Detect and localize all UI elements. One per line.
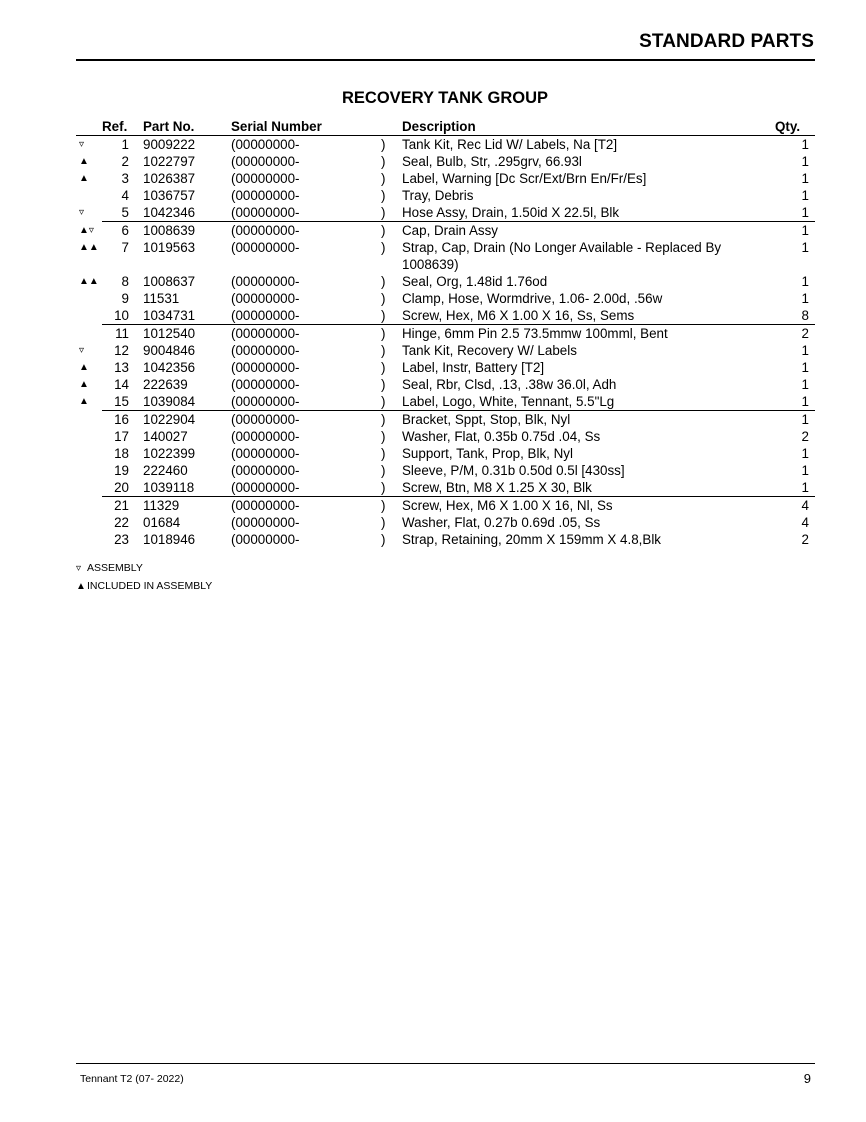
row-ref: 19 [114,463,129,478]
row-part-number: 1022797 [143,154,196,169]
row-description: Tank Kit, Recovery W/ Labels [402,343,577,358]
row-ref: 12 [114,343,129,358]
row-serial-number: (00000000- [231,429,300,444]
table-row [76,479,815,497]
row-serial-number: (00000000- [231,291,300,306]
row-part-number: 1036757 [143,188,196,203]
page-header-title: STANDARD PARTS [639,31,814,52]
row-ref: 8 [121,274,129,289]
row-serial-paren: ) [381,446,386,461]
row-serial-paren: ) [381,188,386,203]
row-mark-icon [76,290,102,307]
row-serial-paren: ) [381,343,386,358]
row-ref: 3 [121,171,129,186]
row-part-number: 1042346 [136,204,231,222]
table-row [76,462,815,479]
row-ref: 7 [121,240,129,255]
row-qty: 1 [801,446,809,461]
row-description: Screw, Btn, M8 X 1.25 X 30, Blk [402,479,775,497]
row-serial-paren: ) [381,137,386,152]
row-qty: 1 [775,204,815,222]
row-serial-paren: ) [381,377,386,392]
row-mark-icon: ▲ [79,362,89,373]
row-part-number: 1034731 [136,307,231,325]
row-mark-icon [76,411,102,429]
row-serial-paren: ) [381,291,386,306]
row-ref: 21 [114,498,129,513]
row-serial-paren: ) [381,274,386,289]
table-header-row [76,118,815,136]
row-ref: 6 [121,223,129,238]
row-mark-icon [76,307,102,325]
row-part-number: 9009222 [143,137,196,152]
row-part-number: 1019563 [143,240,196,255]
row-qty: 1 [801,343,809,358]
row-serial-paren: ) [381,360,386,375]
row-description: Cap, Drain Assy [402,223,499,238]
row-serial-paren: ) [381,532,386,547]
row-description: Hose Assy, Drain, 1.50id X 22.5l, Blk [402,204,775,222]
table-row [76,445,815,462]
table-row [76,136,815,154]
row-serial-paren: ) [381,515,386,530]
row-mark-icon: ▲▲ [79,276,99,287]
row-ref: 16 [114,412,129,427]
table-row [76,376,815,393]
row-mark-icon [76,428,102,445]
row-description: Clamp, Hose, Wormdrive, 1.06- 2.00d, .56w [402,291,663,306]
row-part-number: 1018946 [143,532,196,547]
table-row [76,290,815,307]
row-serial-number: (00000000- [231,204,381,222]
row-serial-paren: ) [381,171,386,186]
row-description: Tray, Debris [402,188,474,203]
row-serial-paren: ) [381,154,386,169]
row-serial-number: (00000000- [231,307,381,325]
group-title: RECOVERY TANK GROUP [342,89,548,107]
row-serial-paren: ) [381,307,402,325]
row-mark-icon [76,325,102,343]
table-row [76,153,815,170]
ref-column-header: Ref. [102,118,136,136]
row-serial-number: (00000000- [231,412,300,427]
row-qty: 1 [801,171,809,186]
row-part-number: 222639 [143,377,188,392]
table-row [76,428,815,445]
row-serial-paren: ) [381,326,386,341]
table-row [76,187,815,204]
table-row [76,307,815,325]
row-mark-icon: ▲ [79,173,89,184]
parts-table-body [76,136,815,549]
row-qty: 1 [775,393,815,411]
row-description: Label, Logo, White, Tennant, 5.5"Lg [402,393,775,411]
row-mark-icon: ▲▿ [79,224,94,236]
row-serial-paren: ) [381,223,386,238]
row-part-number: 1039084 [136,393,231,411]
table-row [76,239,815,273]
row-ref: 2 [121,154,129,169]
row-qty: 1 [801,360,809,375]
legend-assembly [76,562,143,574]
legend-included-label: INCLUDED IN ASSEMBLY [87,580,213,592]
legend-included [76,580,212,592]
row-description: Washer, Flat, 0.35b 0.75d .04, Ss [402,429,601,444]
row-ref: 15 [102,393,136,411]
row-ref: 20 [102,479,136,497]
row-ref: 13 [114,360,129,375]
row-description: Seal, Org, 1.48id 1.76od [402,274,548,289]
qty-column-header: Qty. [775,118,815,136]
row-description: Screw, Hex, M6 X 1.00 X 16, Nl, Ss [402,498,613,513]
row-qty: 1 [801,223,809,238]
legend-assembly-label: ASSEMBLY [87,562,143,574]
row-ref: 14 [114,377,129,392]
table-row [76,325,815,343]
row-part-number: 11329 [143,498,180,513]
row-description: Hinge, 6mm Pin 2.5 73.5mmw 100mml, Bent [402,326,668,341]
row-mark-icon [76,497,102,515]
row-ref: 10 [102,307,136,325]
row-ref: 9 [121,291,129,306]
row-part-number: 1039118 [136,479,231,497]
row-part-number: 1008637 [143,274,196,289]
table-row [76,359,815,376]
row-description: Strap, Cap, Drain (No Longer Available - Replaced By 1008639) [402,240,722,272]
row-part-number: 140027 [143,429,188,444]
row-serial-number: (00000000- [231,223,300,238]
row-qty: 1 [801,463,809,478]
row-serial-paren: ) [381,393,402,411]
row-qty: 4 [801,515,809,530]
row-description: Screw, Hex, M6 X 1.00 X 16, Ss, Sems [402,307,775,325]
row-part-number: 01684 [143,515,181,530]
row-mark-icon: ▲ [79,156,89,167]
row-serial-paren: ) [381,498,386,513]
footer-divider [76,1063,815,1064]
included-symbol-icon: ▲ [76,581,86,592]
row-mark-icon: ▿ [79,139,85,150]
row-ref: 11 [115,326,129,341]
row-description: Seal, Bulb, Str, .295grv, 66.93l [402,154,582,169]
table-row [76,273,815,290]
row-qty: 1 [801,188,809,203]
row-serial-number: (00000000- [231,393,381,411]
row-mark-icon: ▲▲ [79,242,99,253]
serial-column-header: Serial Number [231,118,381,136]
row-serial-number: (00000000- [231,154,300,169]
row-ref: 1 [121,137,129,152]
row-serial-number: (00000000- [231,532,300,547]
row-part-number: 11531 [143,291,180,306]
row-description: Strap, Retaining, 20mm X 159mm X 4.8,Blk [402,532,661,547]
row-serial-number: (00000000- [231,498,300,513]
row-serial-number: (00000000- [231,377,300,392]
row-serial-number: (00000000- [231,171,300,186]
row-description: Label, Warning [Dc Scr/Ext/Brn En/Fr/Es] [402,171,647,186]
row-qty: 2 [801,532,809,547]
table-row [76,170,815,187]
row-qty: 1 [775,479,815,497]
page-number: 9 [803,1071,811,1086]
table-row [76,204,815,222]
table-row [76,342,815,359]
part-no-column-header: Part No. [136,118,231,136]
row-ref: 23 [114,532,129,547]
row-serial-paren: ) [381,429,386,444]
row-serial-paren: ) [381,412,386,427]
row-qty: 1 [801,274,809,289]
row-part-number: 1008639 [143,223,196,238]
row-part-number: 9004846 [143,343,196,358]
row-ref: 18 [114,446,129,461]
row-serial-number: (00000000- [231,463,300,478]
table-row [76,393,815,411]
row-description: Washer, Flat, 0.27b 0.69d .05, Ss [402,515,601,530]
row-mark-icon: ▿ [79,345,85,356]
row-serial-number: (00000000- [231,188,300,203]
row-serial-number: (00000000- [231,479,381,497]
row-mark-icon: ▲ [79,379,89,390]
row-part-number: 1022904 [143,412,196,427]
footer-document-id: Tennant T2 (07- 2022) [80,1073,184,1085]
row-mark-icon [76,445,102,462]
row-serial-paren: ) [381,463,386,478]
header-divider [76,59,815,61]
table-row [76,222,815,240]
row-description: Support, Tank, Prop, Blk, Nyl [402,446,573,461]
row-mark-icon: ▲ [79,396,89,407]
table-row [76,411,815,429]
row-ref: 4 [121,188,129,203]
row-part-number: 1026387 [143,171,196,186]
row-mark-icon [76,514,102,531]
row-mark-icon [76,531,102,548]
row-qty: 1 [801,240,809,255]
mark-column-header [76,118,102,136]
row-description: Bracket, Sppt, Stop, Blk, Nyl [402,412,571,427]
table-row [76,514,815,531]
description-column-header: Description [402,118,775,136]
row-serial-paren: ) [381,479,402,497]
row-serial-number: (00000000- [231,137,300,152]
row-description: Seal, Rbr, Clsd, .13, .38w 36.0l, Adh [402,377,617,392]
row-serial-number: (00000000- [231,360,300,375]
row-serial-number: (00000000- [231,274,300,289]
row-mark-icon [76,187,102,204]
row-serial-number: (00000000- [231,240,300,255]
row-serial-paren: ) [381,204,402,222]
row-serial-number: (00000000- [231,326,300,341]
row-ref: 17 [114,429,129,444]
row-qty: 8 [775,307,815,325]
row-qty: 1 [801,154,809,169]
row-part-number: 1022399 [143,446,196,461]
paren-column-header [381,118,402,136]
row-qty: 1 [801,137,809,152]
row-qty: 2 [801,326,809,341]
row-qty: 2 [801,429,809,444]
row-part-number: 1042356 [143,360,196,375]
row-serial-number: (00000000- [231,343,300,358]
assembly-symbol-icon: ▿ [76,563,82,574]
row-qty: 1 [801,377,809,392]
row-mark-icon: ▿ [79,207,85,218]
row-qty: 1 [801,412,809,427]
row-serial-paren: ) [381,240,386,255]
row-mark-icon [76,462,102,479]
parts-table [76,118,815,548]
row-mark-icon [76,479,102,497]
row-part-number: 222460 [143,463,188,478]
table-row [76,531,815,548]
row-description: Sleeve, P/M, 0.31b 0.50d 0.5l [430ss] [402,463,625,478]
row-ref: 22 [114,515,129,530]
row-serial-number: (00000000- [231,515,300,530]
row-serial-number: (00000000- [231,446,300,461]
table-row [76,497,815,515]
row-qty: 1 [801,291,809,306]
row-qty: 4 [801,498,809,513]
row-ref: 5 [102,204,136,222]
row-description: Label, Instr, Battery [T2] [402,360,545,375]
row-description: Tank Kit, Rec Lid W/ Labels, Na [T2] [402,137,618,152]
row-part-number: 1012540 [143,326,196,341]
